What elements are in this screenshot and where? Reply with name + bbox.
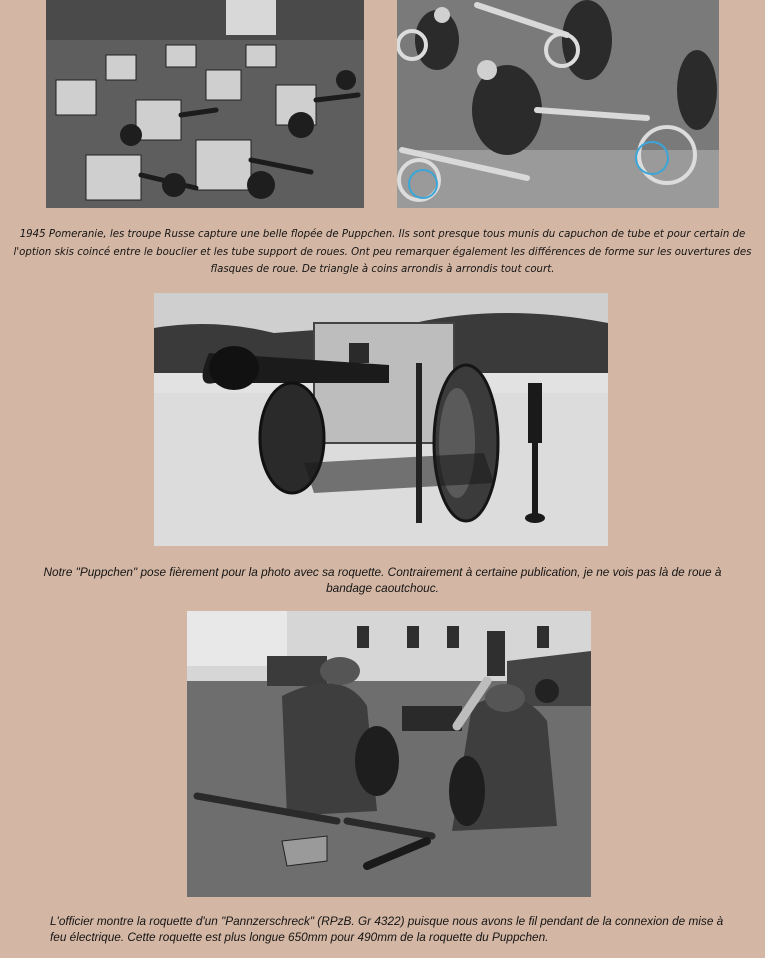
photo-officers-panzerschreck-rocket [187,611,591,897]
photo-soldiers-with-puppchen [397,0,719,208]
photo-puppchen-with-rocket [154,293,608,546]
photo-captured-puppchen-yard [46,0,364,208]
caption-pomeranie: 1945 Pomeranie, les troupe Russe capture une belle flopée de Puppchen. Ils sont presque tous munis du capuchon de tube et pour certain de l'option skis coincé entre le bouclier et les tube support de roues. Ont peu remarquer également les différences de forme sur les ouvertures des flasques de roue. De triangle à coins arrondis à arrondis tout court. [13,229,752,275]
caption-puppchen-rocket: Notre "Puppchen" pose fièrement pour la photo avec sa roquette. Contrairement à certaine publication, je ne vois pas là de roue à bandage caoutchouc. [43,565,722,595]
caption-officer-panzerschreck: L'officier montre la roquette d'un "Pannzerschreck" (RPzB. Gr 4322) puisque nous avons le fil pendant de la connexion de mise à feu électrique. Cette roquette est plus longue 650mm pour 490mm de la roquette du Puppchen. [50,914,724,944]
